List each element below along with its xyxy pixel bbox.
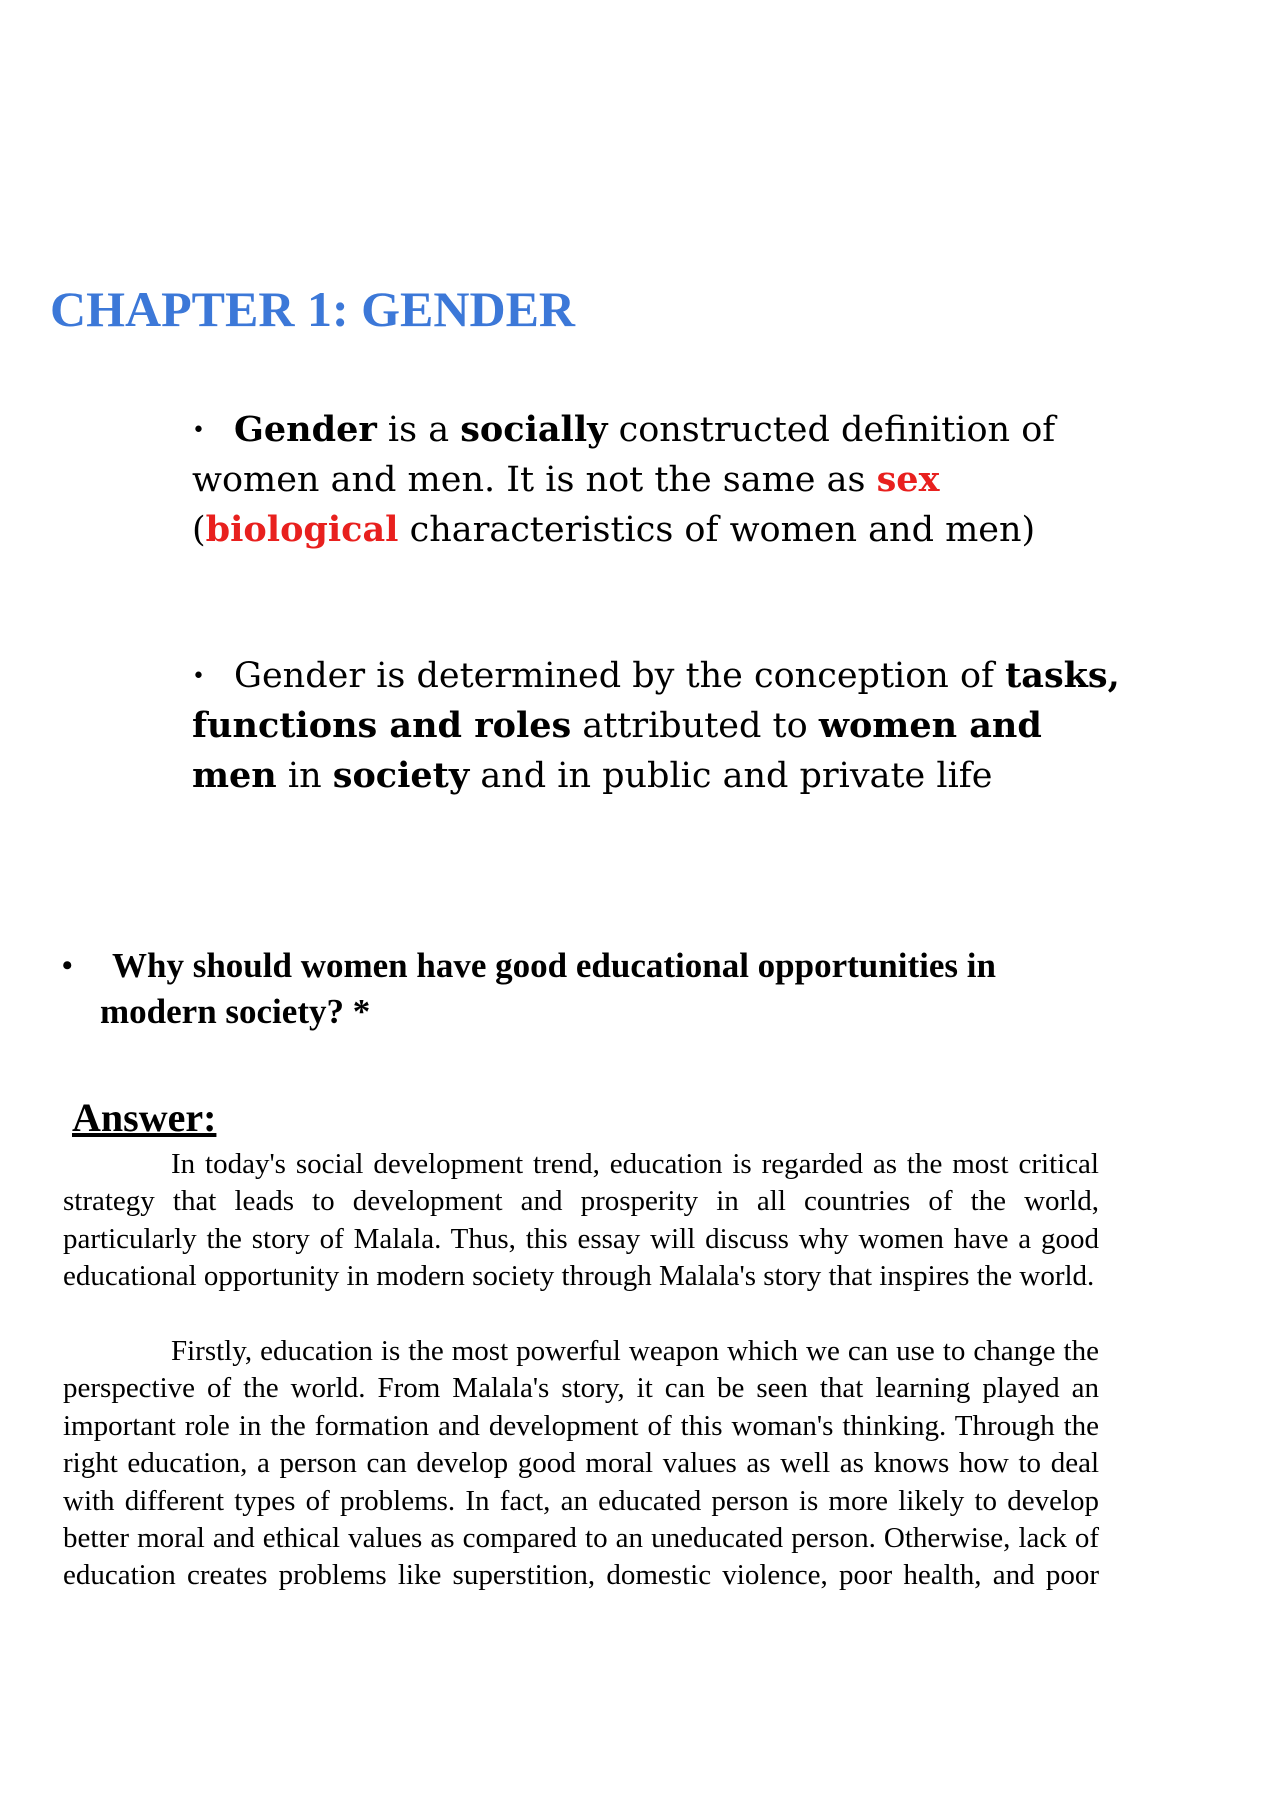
- bullet-icon: •: [192, 418, 205, 443]
- definition-text: is a: [376, 410, 461, 450]
- bullet-icon: •: [192, 664, 205, 689]
- definition-text: in: [276, 756, 333, 796]
- answer-heading: Answer:: [72, 1095, 217, 1140]
- definition-text: and in public and private life: [469, 756, 993, 796]
- term-biological: biological: [205, 509, 399, 550]
- chapter-title: CHAPTER 1: GENDER: [50, 281, 576, 337]
- definition-text: Gender is determined by the conception of: [234, 656, 1006, 696]
- term-society: society: [332, 755, 470, 796]
- term-socially: socially: [460, 409, 608, 450]
- definition-text: (: [192, 510, 206, 550]
- question: [62, 943, 1110, 1035]
- definition-list-1: [192, 405, 1132, 555]
- term-women-and-men: women and men: [192, 705, 1042, 796]
- definition-text: attributed to: [571, 706, 819, 746]
- definition-text: constructed definition of women and men. It is not the same as: [192, 410, 1056, 500]
- bullet-icon: •: [62, 949, 73, 982]
- term-tasks-functions-roles: tasks, functions and roles: [192, 655, 1120, 746]
- definition-list-2: [192, 651, 1132, 801]
- term-sex: sex: [876, 459, 940, 500]
- definition-text: characteristics of women and men): [398, 510, 1036, 550]
- term-gender: Gender: [234, 409, 377, 450]
- answer-paragraph-2: Firstly, education is the most powerful weapon which we can use to change the perspective of the world. From Malala's story, it can be seen that learning played an important role in the formation and development of this woman's thinking. Through the right education, a person can develop good moral values as well as knows how to deal with different types of problems. In fact, an educated person is more likely to develop better moral and ethical values as compared to an uneducated person. Otherwise, lack of education creates problems like superstition, domestic violence, poor health, and poor: [63, 1335, 1099, 1592]
- definition-item-gender-social: [192, 405, 1132, 555]
- definition-item-gender-roles: [192, 651, 1132, 801]
- question-text: Why should women have good educational opportunities in modern society? *: [100, 946, 996, 1031]
- answer-paragraph-1: In today's social development trend, education is regarded as the most critical strategy that leads to development and prosperity in all countries of the world, particularly the story of Malala. Thus, this essay will discuss why women have a good educational opportunity in modern society through Malala's story that inspires the world.: [63, 1148, 1099, 1293]
